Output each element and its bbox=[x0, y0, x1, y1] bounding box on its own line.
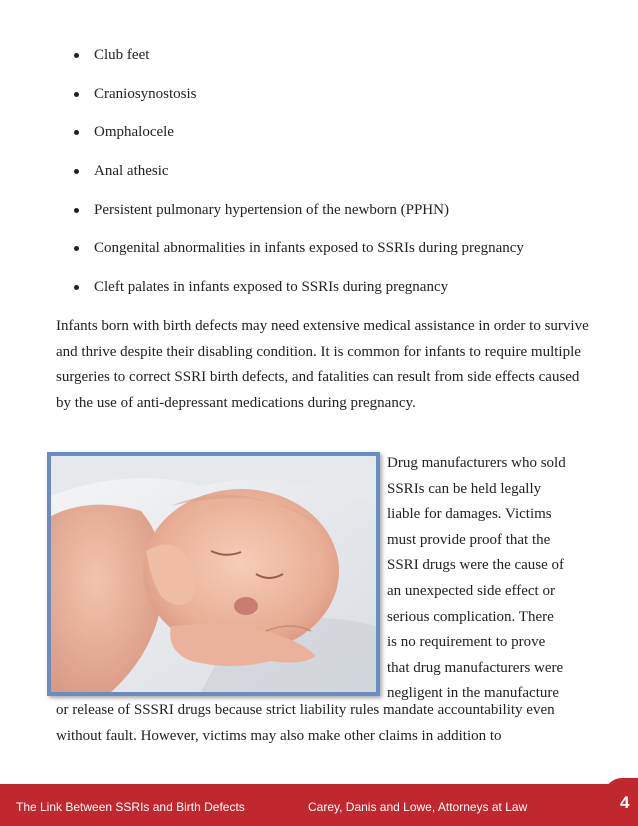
text-line: must provide proof that the bbox=[387, 531, 551, 548]
page-footer bbox=[0, 787, 638, 826]
text-line: negligent in the manufacture bbox=[387, 685, 560, 702]
list-item: Omphalocele bbox=[74, 119, 524, 158]
text-line: SSRI drugs were the cause of bbox=[387, 557, 565, 574]
paragraph-strict-liability: or release of SSSRI drugs because strict liability rules mandate accountability even without fault. However, victims may also make other claims in addition to bbox=[56, 702, 555, 744]
list-item: Anal athesic bbox=[74, 158, 524, 197]
text-line: that drug manufacturers were bbox=[387, 659, 564, 676]
text-line: serious complication. There bbox=[387, 608, 554, 625]
birth-defects-list bbox=[74, 42, 524, 313]
text-line: an unexpected side effect or bbox=[387, 582, 555, 599]
text-line: liable for damages. Victims bbox=[387, 506, 552, 523]
text-line: is no requirement to prove bbox=[387, 634, 546, 651]
text-line: Drug manufacturers who sold bbox=[387, 455, 566, 471]
list-item: Congenital abnormalities in infants exposed to SSRIs during pregnancy bbox=[74, 235, 524, 274]
footer-document-title: The Link Between SSRIs and Birth Defects bbox=[16, 800, 245, 814]
list-item: Cleft palates in infants exposed to SSRIs during pregnancy bbox=[74, 274, 524, 313]
footer-firm-name: Carey, Danis and Lowe, Attorneys at Law bbox=[308, 800, 528, 814]
list-item: Club feet bbox=[74, 42, 524, 81]
baby-image bbox=[51, 456, 376, 692]
page-number: 4 bbox=[604, 778, 638, 826]
list-item: Craniosynostosis bbox=[74, 81, 524, 120]
text-line: SSRIs can be held legally bbox=[387, 480, 542, 497]
list-item: Persistent pulmonary hypertension of the newborn (PPHN) bbox=[74, 197, 524, 236]
manufacturer-liability-text bbox=[387, 451, 592, 707]
sleeping-baby-photo bbox=[47, 452, 380, 696]
paragraph-infants: Infants born with birth defects may need extensive medical assistance in order to survive and thrive despite their disabling condition. It is common for infants to require multiple surgeries to correct SSRI birth defects, and fatalities can result from side effects caused by the use of anti-depressant medications during pregnancy. bbox=[56, 318, 589, 411]
